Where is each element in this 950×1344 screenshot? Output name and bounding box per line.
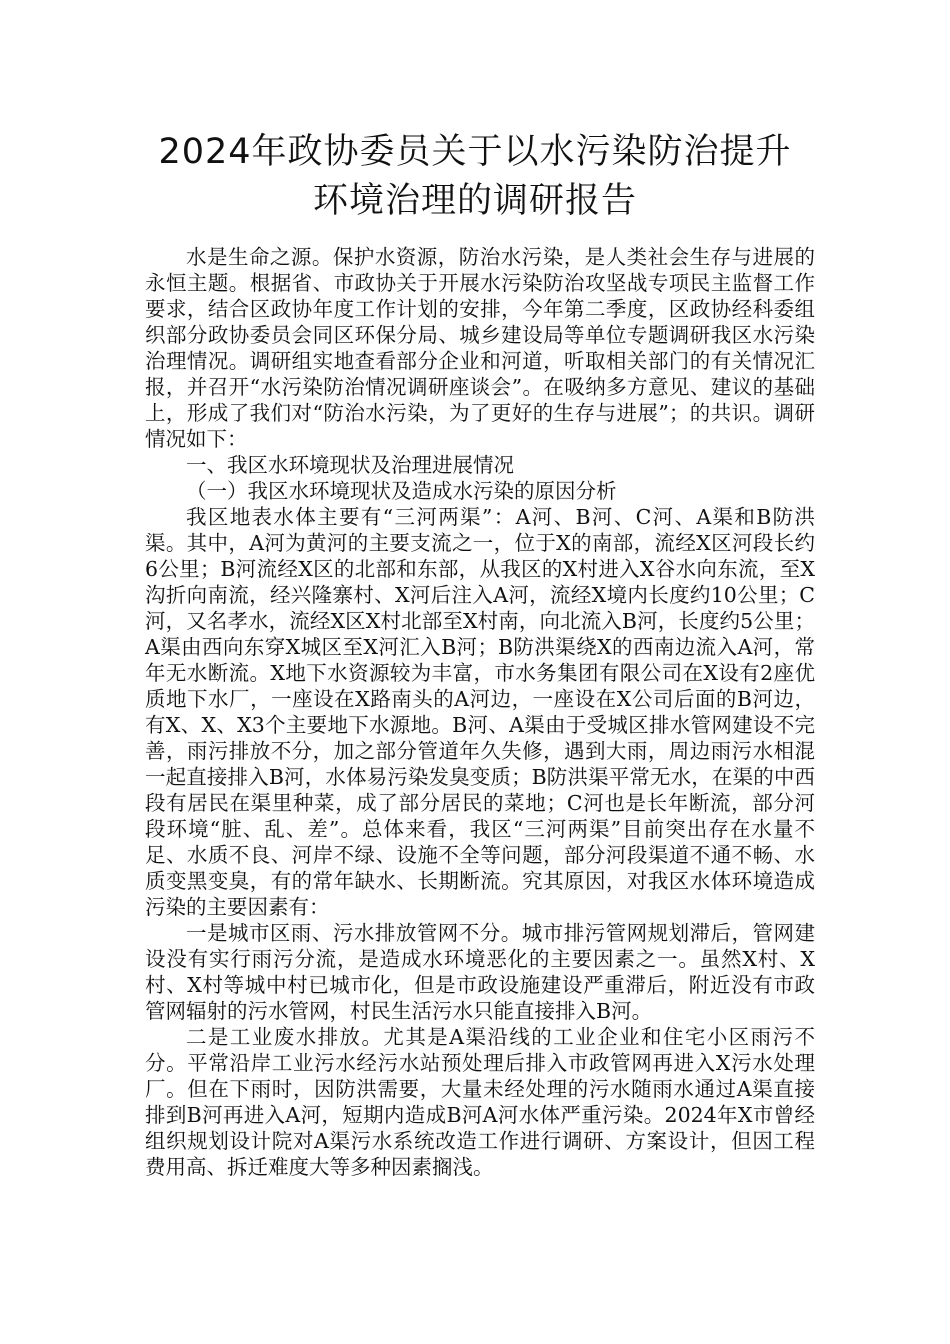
section-heading: 一、我区水环境现状及治理进展情况 bbox=[186, 453, 514, 477]
subsection-heading: （一）我区水环境现状及造成水污染的原因分析 bbox=[186, 479, 617, 503]
cause-one-paragraph: 一是城市区雨、污水排放管网不分。城市排污管网规划滞后，管网建设没有实行雨污分流，是造成水环境恶化的主要因素之一。虽然X村、X村、X村等城中村已城市化，但是市政设施建设严重滞后，附近没有市政管网辐射的污水管网，村民生活污水只能直接排入B河。 bbox=[145, 921, 815, 1023]
intro-paragraph: 水是生命之源。保护水资源，防治水污染，是人类社会生存与进展的永恒主题。根据省、市政协关于开展水污染防治攻坚战专项民主监督工作要求，结合区政协年度工作计划的安排，今年第二季度，区政协经科委组织部分政协委员会同区环保分局、城乡建设局等单位专题调研我区水污染治理情况。调研组实地查看部分企业和河道，听取相关部门的有关情况汇报，并召开“水污染防治情况调研座谈会”。在吸纳多方意见、建议的基础上，形成了我们对“防治水污染，为了更好的生存与进展”；的共识。调研情况如下： bbox=[145, 245, 815, 451]
report-title-line-1: 2024年政协委员关于以水污染防治提升 bbox=[158, 132, 792, 172]
report-title-line-2: 环境治理的调研报告 bbox=[312, 181, 637, 221]
cause-two-paragraph: 二是工业废水排放。尤其是A渠沿线的工业企业和住宅小区雨污不分。平常沿岸工业污水经污水站预处理后排入市政管网再进入X污水处理厂。但在下雨时，因防洪需要，大量未经处理的污水随雨水通过A渠直接排到B河再进入A河，短期内造成B河A河水体严重污染。2024年X市曾经组织规划设计院对A渠污水系统改造工作进行调研、方案设计，但因工程费用高、拆迁难度大等多种因素搁浅。 bbox=[145, 1025, 815, 1179]
report-body bbox=[145, 244, 815, 1180]
water-status-paragraph: 我区地表水体主要有“三河两渠”：A河、B河、C河、A渠和B防洪渠。其中，A河为黄河的主要支流之一，位于X的南部，流经X区河段长约6公里；B河流经X区的北部和东部，从我区的X村进入X谷水向东流，至X沟折向南流，经兴隆寨村、X河后注入A河，流经X境内长度约10公里；C河，又名孝水，流经X区X村北部至X村南，向北流入B河，长度约5公里；A渠由西向东穿X城区至X河汇入B河；B防洪渠绕X的西南边流入A河，常年无水断流。X地下水资源较为丰富，市水务集团有限公司在X设有2座优质地下水厂，一座设在X路南头的A河边，一座设在X公司后面的B河边，有X、X、X3个主要地下水源地。B河、A渠由于受城区排水管网建设不完善，雨污排放不分，加之部分管道年久失修，遇到大雨，周边雨污水相混一起直接排入B河，水体易污染发臭变质；B防洪渠平常无水，在渠的中西段有居民在渠里种菜，成了部分居民的菜地；C河也是长年断流，部分河段环境“脏、乱、差”。总体来看，我区“三河两渠”目前突出存在水量不足、水质不良、河岸不绿、设施不全等问题，部分河段渠道不通不畅、水质变黑变臭，有的常年缺水、长期断流。究其原因，对我区水体环境造成污染的主要因素有： bbox=[145, 505, 815, 919]
